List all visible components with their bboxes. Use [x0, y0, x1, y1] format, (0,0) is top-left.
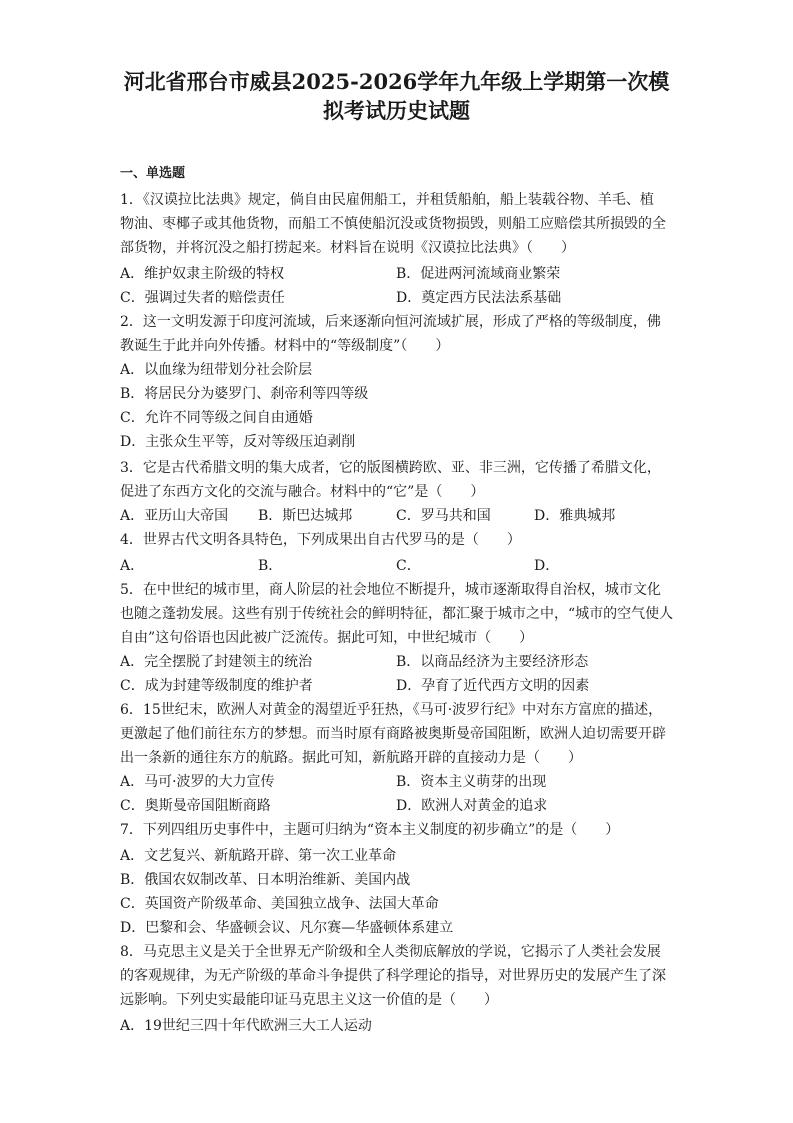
q8-stem-line-1: 8．马克思主义是关于全世界无产阶级和全人类彻底解放的学说，它揭示了人类社会发展	[120, 944, 661, 960]
q7-option-c: C．英国资产阶级革命、美国独立战争、法国大革命	[120, 896, 439, 912]
q3-option-a: A．亚历山大帝国	[120, 508, 229, 524]
q6-stem-line-2: 更激起了他们前往东方的梦想。而当时原有商路被奥斯曼帝国阻断，欧洲人迫切需要开辟	[120, 726, 666, 742]
q3-option-b: B．斯巴达城邦	[258, 508, 353, 524]
q1-stem-line-3: 部货物，并将沉没之船打捞起来。材料旨在说明《汉谟拉比法典》（ ）	[120, 240, 575, 256]
q8-stem-line-2: 的客观规律，为无产阶级的革命斗争提供了科学理论的指导，对世界历史的发展产生了深	[120, 968, 666, 984]
q8-option-a: A．19世纪三四十年代欧洲三大工人运动	[120, 1018, 372, 1034]
q8-stem-line-3: 远影响。下列史实最能印证马克思主义这一价值的是（ ）	[120, 992, 498, 1008]
q2-stem-line-2: 教诞生于此并向外传播。材料中的“等级制度”（ ）	[120, 338, 450, 354]
q1-option-a: A．维护奴隶主阶级的特权	[120, 266, 285, 282]
q1-stem-line-2: 物油、枣椰子或其他货物，而船工不慎使船沉没或货物损毁，则船工应赔偿其所损毁的全	[120, 216, 666, 232]
q6-option-c: C．奥斯曼帝国阻断商路	[120, 798, 271, 814]
q4-option-b: B．	[258, 558, 283, 574]
q4-option-d: D．	[534, 558, 560, 574]
q2-stem-line-1: 2．这一文明发源于印度河流域，后来逐渐向恒河流域扩展，形成了严格的等级制度，佛	[120, 314, 661, 330]
q6-option-b: B．资本主义萌芽的出现	[396, 774, 547, 790]
q3-stem-line-1: 3．它是古代希腊文明的集大成者，它的版图横跨欧、亚、非三洲，它传播了希腊文化，	[120, 460, 661, 476]
q6-stem-line-1: 6．15世纪末，欧洲人对黄金的渴望近乎狂热，《马可·波罗行纪》中对东方富庶的描述，	[120, 702, 663, 718]
q6-stem-line-3: 出一条新的通往东方的航路。据此可知，新航路开辟的直接动力是（ ）	[120, 750, 582, 766]
q7-option-a: A．文艺复兴、新航路开辟、第一次工业革命	[120, 848, 397, 864]
q7-option-d: D．巴黎和会、华盛顿会议、凡尔赛—华盛顿体系建立	[120, 920, 454, 936]
q7-stem-line-1: 7．下列四组历史事件中，主题可归纳为“资本主义制度的初步确立”的是（ ）	[120, 822, 620, 838]
q4-stem-line-1: 4．世界古代文明各具特色，下列成果出自古代罗马的是（ ）	[120, 532, 521, 548]
q3-stem-line-2: 促进了东西方文化的交流与融合。材料中的“它”是（ ）	[120, 484, 485, 500]
q1-stem-line-1: 1．《汉谟拉比法典》规定，倘自由民雇佣船工，并租赁船舶，船上装载谷物、羊毛、植	[120, 192, 654, 208]
q5-option-b: B．以商品经济为主要经济形态	[396, 654, 589, 670]
q5-stem-line-2: 也随之蓬勃发展。这些有别于传统社会的鲜明特征，都汇聚于城市之中，“城市的空气使人	[120, 606, 674, 622]
q4-option-a: A．	[120, 558, 145, 574]
q5-stem-line-3: 自由”这句俗语也因此被广泛流传。据此可知，中世纪城市（ ）	[120, 630, 534, 646]
q5-stem-line-1: 5．在中世纪的城市里，商人阶层的社会地位不断提升，城市逐渐取得自治权，城市文化	[120, 582, 661, 598]
exam-title-line-1: 河北省邢台市威县2025-2026学年九年级上学期第一次模	[123, 69, 670, 94]
q1-option-d: D．奠定西方民法法系基础	[396, 290, 562, 306]
section-heading: 一、单选题	[120, 166, 186, 181]
q1-option-c: C．强调过失者的赔偿责任	[120, 290, 285, 306]
q1-option-b: B．促进两河流域商业繁荣	[396, 266, 561, 282]
q4-option-c: C．	[396, 558, 421, 574]
q6-option-a: A．马可·波罗的大力宣传	[120, 774, 275, 790]
q5-option-d: D．孕育了近代西方文明的因素	[396, 678, 590, 694]
q7-option-b: B．俄国农奴制改革、日本明治维新、美国内战	[120, 872, 411, 888]
q5-option-c: C．成为封建等级制度的维护者	[120, 678, 313, 694]
q2-option-a: A．以血缘为纽带划分社会阶层	[120, 362, 313, 378]
q6-option-d: D．欧洲人对黄金的追求	[396, 798, 548, 814]
q5-option-a: A．完全摆脱了封建领主的统治	[120, 654, 313, 670]
q2-option-c: C．允许不同等级之间自由通婚	[120, 410, 313, 426]
q3-option-d: D．雅典城邦	[534, 508, 616, 524]
q2-option-b: B．将居民分为婆罗门、刹帝利等四等级	[120, 386, 369, 402]
q3-option-c: C．罗马共和国	[396, 508, 491, 524]
q2-option-d: D．主张众生平等，反对等级压迫剥削	[120, 434, 356, 450]
exam-title-line-2: 拟考试历史试题	[323, 98, 470, 123]
